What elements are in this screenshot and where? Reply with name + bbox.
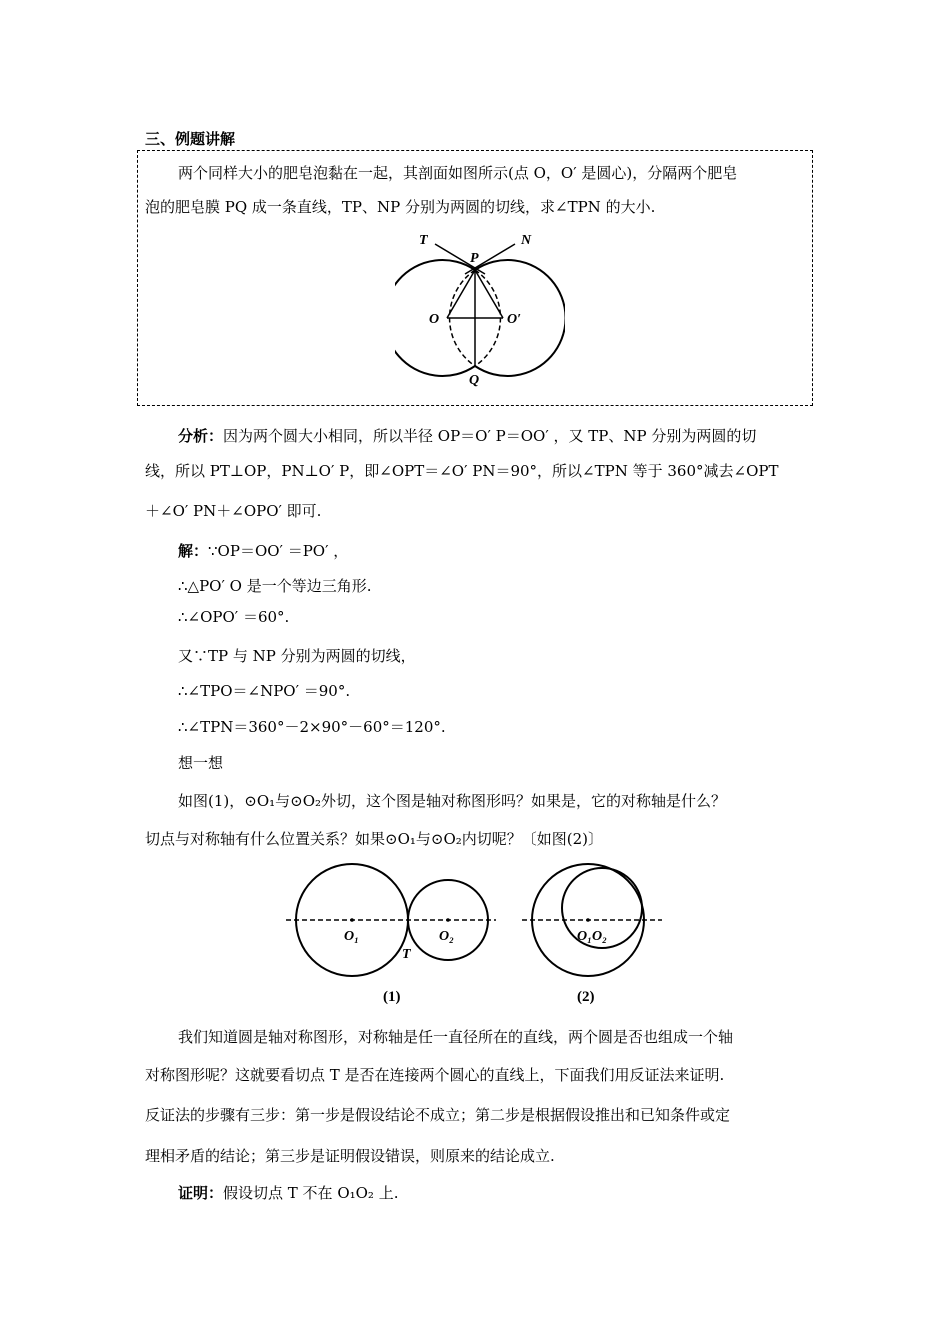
explanation-line-2: 对称图形呢？这就要看切点 T 是否在连接两个圆心的直线上，下面我们用反证法来证明.	[145, 1066, 725, 1084]
solution-line-3: ∴∠OPO′ ＝60°.	[178, 608, 290, 626]
tangent-circles-figure	[282, 858, 667, 1008]
soap-bubble-figure	[395, 228, 565, 388]
example-line-1: 两个同样大小的肥皂泡黏在一起，其剖面如图所示(点 O，O′ 是圆心)，分隔两个肥皂	[178, 164, 738, 182]
label-o1o2: O₁O₂	[577, 929, 607, 944]
think-title: 想一想	[178, 754, 224, 772]
label-o-prime: O′	[507, 312, 522, 327]
caption-1: (1)	[383, 989, 401, 1005]
solution-line-2: ∴△PO′ O 是一个等边三角形.	[178, 577, 372, 595]
example-line-2: 泡的肥皂膜 PQ 成一条直线，TP、NP 分别为两圆的切线，求∠TPN 的大小.	[145, 198, 656, 216]
label-n: N	[521, 233, 532, 248]
label-t: T	[419, 233, 428, 248]
center-o1-dot	[350, 918, 354, 922]
label-q: Q	[469, 373, 480, 388]
explanation-line-1: 我们知道圆是轴对称图形，对称轴是任一直径所在的直线，两个圆是否也组成一个轴	[178, 1028, 734, 1046]
proof-label: 证明：	[178, 1184, 224, 1202]
label-o1: O₁	[344, 929, 359, 944]
solution-line-1	[178, 540, 348, 561]
solution-label: 解：	[178, 542, 209, 560]
think-line-2: 切点与对称轴有什么位置关系？如果⊙O₁与⊙O₂内切呢？〔如图(2)〕	[145, 830, 604, 848]
label-o2: O₂	[439, 929, 454, 944]
solution-text-1: ∵OP＝OO′ ＝PO′ ，	[208, 542, 349, 560]
analysis-label: 分析：	[178, 427, 224, 445]
solution-line-5: ∴∠TPO＝∠NPO′ ＝90°.	[178, 682, 351, 700]
explanation-line-4: 理相矛盾的结论；第三步是证明假设错误，则原来的结论成立.	[145, 1147, 555, 1165]
label-o: O	[429, 312, 440, 327]
analysis-line-1	[178, 425, 756, 446]
center-o1-internal-dot	[586, 918, 590, 922]
solution-line-6: ∴∠TPN＝360°－2×90°－60°＝120°.	[178, 718, 446, 736]
proof-text: 假设切点 T 不在 O₁O₂ 上.	[223, 1184, 399, 1202]
label-t-tangent: T	[402, 947, 411, 962]
proof-line	[178, 1182, 398, 1203]
solution-line-4: 又∵TP 与 NP 分别为两圆的切线，	[178, 647, 416, 665]
segment-po2	[475, 270, 503, 318]
think-line-1: 如图(1)，⊙O₁与⊙O₂外切，这个图是轴对称图形吗？如果是，它的对称轴是什么？	[178, 792, 727, 810]
label-p: P	[470, 251, 479, 266]
section-heading: 三、例题讲解	[145, 130, 236, 148]
explanation-line-3: 反证法的步骤有三步：第一步是假设结论不成立；第二步是根据假设推出和已知条件或定	[145, 1106, 731, 1124]
analysis-line-2: 线，所以 PT⊥OP，PN⊥O′ P，即∠OPT＝∠O′ PN＝90°，所以∠TPN 等于 360°减去∠OPT	[145, 462, 779, 480]
analysis-line-3: ＋∠O′ PN＋∠OPO′ 即可.	[145, 502, 322, 520]
caption-2: (2)	[577, 989, 595, 1005]
center-o2-dot	[446, 918, 450, 922]
analysis-text-1: 因为两个圆大小相同，所以半径 OP＝O′ P＝OO′ ，又 TP、NP 分别为两圆的切	[223, 427, 757, 445]
segment-po	[447, 270, 475, 318]
